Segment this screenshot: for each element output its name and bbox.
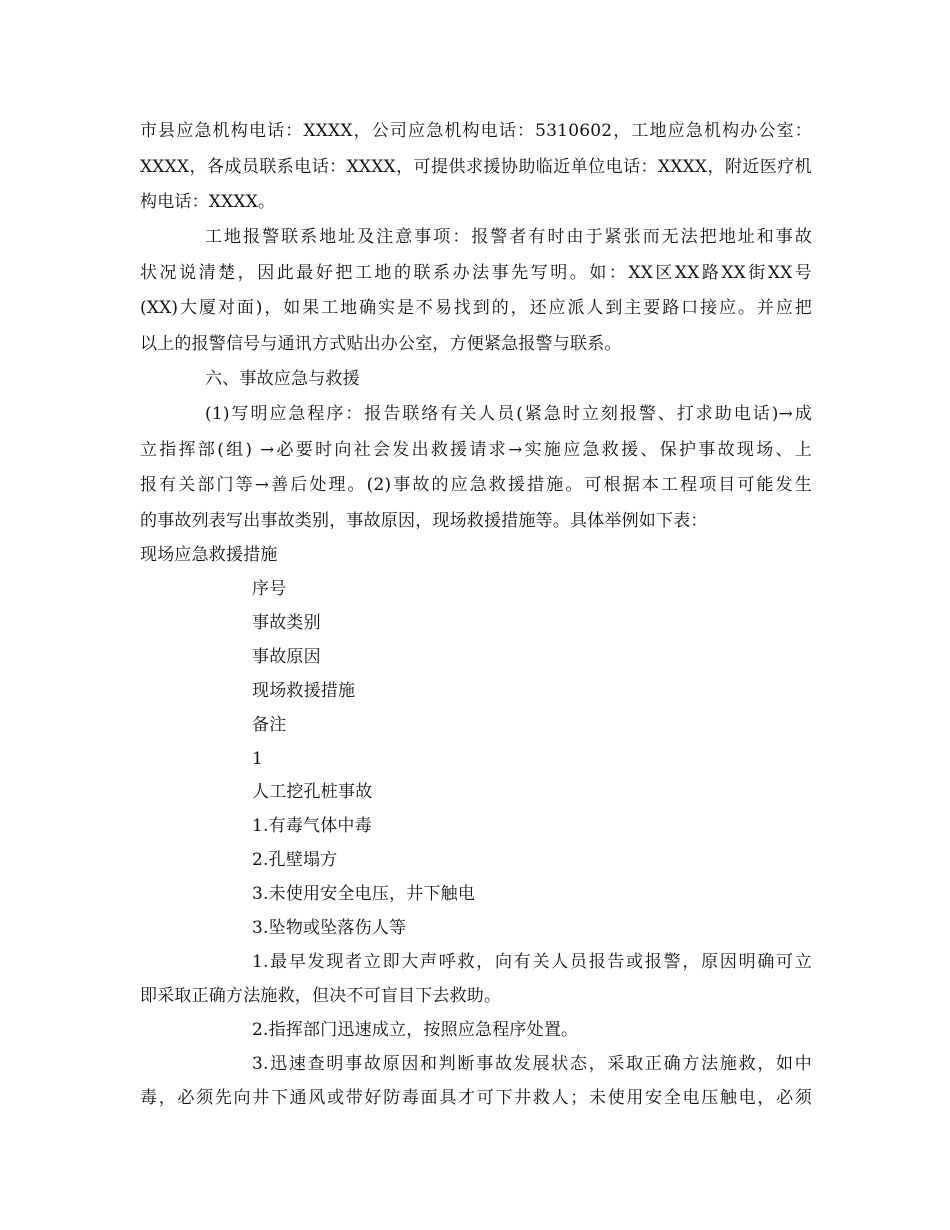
table-cell: 2.孔壁塌方	[252, 850, 338, 870]
table-cell: 3.坠物或坠落伤人等	[252, 918, 407, 938]
table-header-cell: 序号	[252, 579, 287, 599]
section-heading: 六、事故应急与救援	[205, 369, 360, 389]
table-header-cell: 现场救援措施	[252, 681, 356, 701]
table-cell: 即采取正确方法施救，但决不可盲目下去救助。	[140, 986, 502, 1006]
text-line: (XX)大厦对面)，如果工地确实是不易找到的，还应派人到主要路口接应。并应把	[140, 298, 812, 318]
table-cell: 3.迅速查明事故原因和判断事故发展状态，采取正确方法施救，如中	[252, 1054, 812, 1074]
text-line: 工地报警联系地址及注意事项：报警者有时由于紧张而无法把地址和事故	[205, 227, 812, 247]
text-line: 的事故列表写出事故类别，事故原因，现场救援措施等。具体举例如下表：	[140, 511, 708, 531]
table-cell: 1	[252, 749, 264, 769]
table-header-cell: 事故原因	[252, 647, 321, 667]
table-cell: 毒，必须先向井下通风或带好防毒面具才可下井救人；未使用安全电压触电，必须	[140, 1088, 812, 1108]
table-cell: 3.未使用安全电压，井下触电	[252, 884, 476, 904]
table-cell: 2.指挥部门迅速成立，按照应急程序处置。	[252, 1020, 579, 1040]
table-cell: 人工挖孔桩事故	[252, 782, 373, 802]
table-cell: 1.有毒气体中毒	[252, 816, 372, 836]
text-line: (1)写明应急程序：报告联络有关人员(紧急时立刻报警、打求助电话)→成	[205, 404, 812, 424]
text-line: 构电话：XXXX。	[140, 192, 276, 212]
table-header-cell: 事故类别	[252, 613, 321, 633]
text-line: 以上的报警信号与通讯方式贴出办公室，方便紧急报警与联系。	[140, 334, 622, 354]
text-line: 报有关部门等→善后处理。(2)事故的应急救援措施。可根据本工程项目可能发生	[140, 475, 812, 495]
text-line: 状况说清楚，因此最好把工地的联系办法事先写明。如：XX区XX路XX街XX号	[140, 263, 812, 283]
text-line: XXXX，各成员联系电话：XXXX，可提供求援协助临近单位电话：XXXX，附近医疗机	[140, 157, 812, 177]
text-line: 市县应急机构电话：XXXX，公司应急机构电话：5310602，工地应急机构办公室：	[140, 121, 812, 141]
text-line: 立指挥部(组) →必要时向社会发出救援请求→实施应急救援、保护事故现场、上	[140, 440, 812, 460]
table-title: 现场应急救援措施	[140, 545, 278, 565]
table-cell: 1.最早发现者立即大声呼救，向有关人员报告或报警，原因明确可立	[252, 952, 812, 972]
table-header-cell: 备注	[252, 715, 287, 735]
